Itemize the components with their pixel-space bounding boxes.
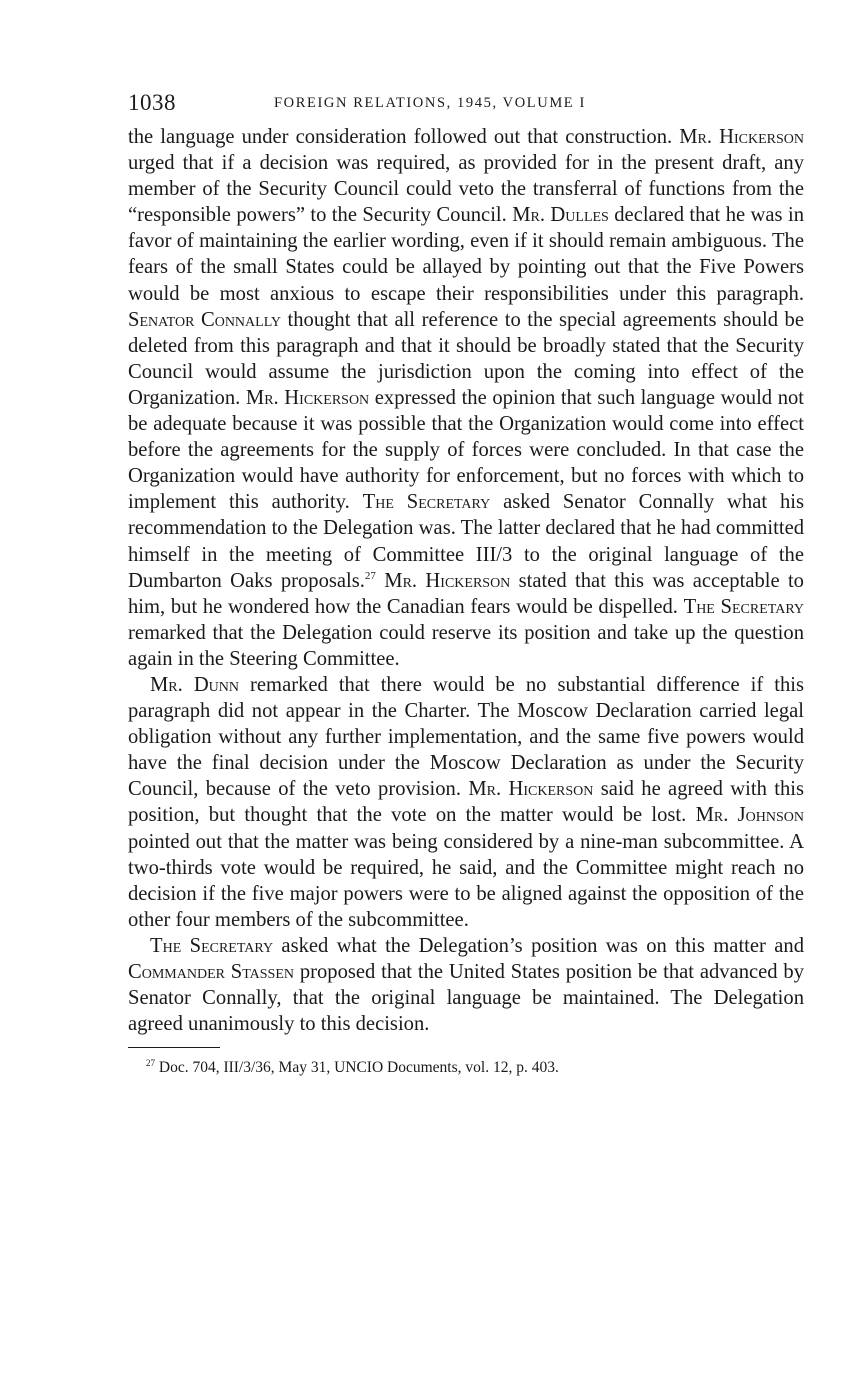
text-run: remarked that there would be no substantial difference if this paragraph did not appear in the Charter. The Moscow Declaration carried legal obligation without any further implementation, and the same five powers would have the final decision under the Moscow Declaration as under the Security Council, because of the veto provision. <box>128 673 804 801</box>
text-run: remarked that the Delegation could reserve its position and take up the question again in the Steering Committee. <box>128 621 804 670</box>
text-run: the language under consideration followed out that construction. <box>128 126 680 148</box>
page-header <box>128 90 804 124</box>
footnote-marker: 27 <box>146 1058 155 1069</box>
footnote-text: Doc. 704, III/3/36, May 31, UNCIO Documents, vol. 12, p. 403. <box>155 1059 559 1077</box>
speaker-name: Mr. Hickerson <box>384 569 511 592</box>
paragraph <box>128 672 804 933</box>
text-run: asked Senator Connally what his recommendation to the Delegation was. The latter declared that he had committed himself in the meeting of Committee III/3 to the original language of the Dumbarton Oaks proposals. <box>128 491 804 592</box>
speaker-name: Senator Connally <box>128 308 281 331</box>
body-text <box>128 124 804 1037</box>
text-run: urged that if a decision was required, as provided for in the present draft, any member of the Security Council could veto the transferral of functions from the “responsible powers” to the Security Council. <box>128 152 804 227</box>
running-head: FOREIGN RELATIONS, 1945, VOLUME I <box>274 95 586 111</box>
speaker-name: Mr. Dulles <box>512 204 609 227</box>
text-run: stated that this was acceptable to him, but he wondered how the Canadian fears would be dispelled. <box>128 569 804 618</box>
speaker-name: The Secretary <box>150 934 274 957</box>
text-run: proposed that the United States position be that advanced by Senator Connally, that the original language be maintained. The Delegation agreed unanimously to this decision. <box>128 961 804 1036</box>
speaker-name: Mr. Johnson <box>695 804 804 827</box>
text-run: said he agreed with this position, but thought that the vote on the matter would be lost. <box>128 778 804 827</box>
speaker-name: Mr. Dunn <box>150 673 240 696</box>
page-number: 1038 <box>128 90 176 115</box>
paragraph <box>128 933 804 1037</box>
speaker-name: Commander Stassen <box>128 961 295 983</box>
text-run: thought that all reference to the special agreements should be deleted from this paragraph and that it should be broadly stated that the Security Council would assume the jurisdiction upon the coming into effect of the Organization. <box>128 308 804 409</box>
text-run: asked what the Delegation’s position was on this matter and <box>273 934 804 957</box>
footnote <box>146 1058 804 1078</box>
speaker-name: The Secretary <box>683 595 804 618</box>
speaker-name: Mr. Hickerson <box>679 126 804 148</box>
text-run: declared that he was in favor of maintaining the earlier wording, even if it should remain ambiguous. The fears of the small States could be allayed by pointing out that the Five Powers would be most anxious to escape their responsibilities under this paragraph. <box>128 204 804 305</box>
speaker-name: The Secretary <box>362 491 491 514</box>
footnote-divider <box>128 1047 220 1048</box>
document-page <box>128 90 804 1078</box>
footnote-reference: 27 <box>364 569 376 582</box>
text-run <box>376 570 384 592</box>
text-run: expressed the opinion that such language would not be adequate because it was possible that the Organization would come into effect before the agreements for the supply of forces were concluded. In that case the Organization would have authority for enforcement, but no forces with which to implement this authority. <box>128 386 805 514</box>
speaker-name: Mr. Hickerson <box>245 386 370 409</box>
speaker-name: Mr. Hickerson <box>468 778 594 801</box>
text-run: pointed out that the matter was being considered by a nine-man subcommittee. A two-thirds vote would be required, he said, and the Committee might reach no decision if the five major powers were to be aligned against the opposition of the other four members of the subcommittee. <box>128 830 804 931</box>
paragraph <box>128 124 804 672</box>
